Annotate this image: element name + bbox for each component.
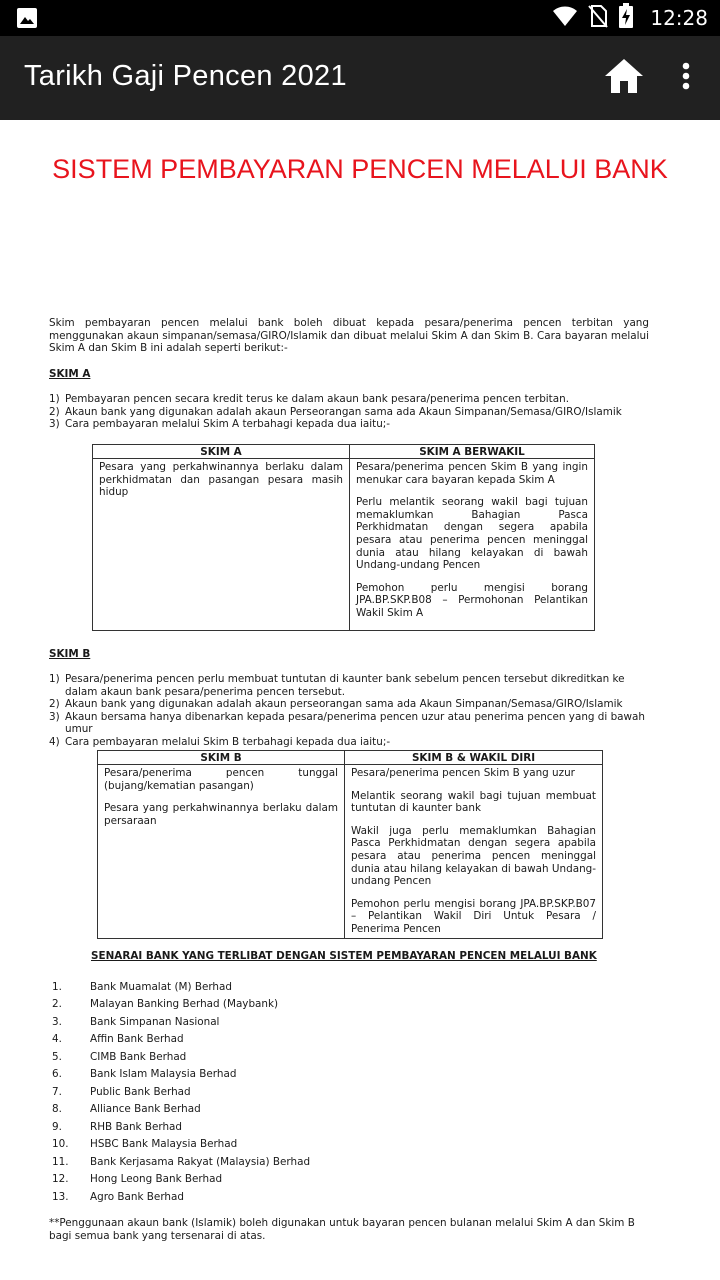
list-item: 7. Public Bank Berhad: [52, 1085, 191, 1098]
wifi-icon: [552, 5, 578, 31]
bank-list: [52, 978, 452, 1206]
list-item: 9. RHB Bank Berhad: [52, 1120, 183, 1133]
intro-paragraph: Skim pembayaran pencen melalui bank boleh dibuat kepada pesara/penerima pencen terbitan yang menggunakan akaun simpanan/semasa/GIRO/Islamik dan dibuat melalui Skim A dan Skim B. Cara bayaran melalui Skim A dan Skim B ini adalah seperti berikut:-: [49, 317, 649, 355]
list-item: 3. Bank Simpanan Nasional: [52, 1015, 220, 1028]
app-title: Tarikh Gaji Pencen 2021: [24, 60, 347, 92]
home-button[interactable]: [600, 54, 648, 102]
more-vert-icon: [682, 62, 690, 94]
table-cell: Pesara/penerima pencen tunggal (bujang/kematian pasangan) Pesara yang perkahwinannya berlaku dalam persaraan: [98, 765, 345, 939]
list-item: 10. HSBC Bank Malaysia Berhad: [52, 1138, 238, 1151]
list-item: 13. Agro Bank Berhad: [52, 1190, 184, 1203]
list-item: 6. Bank Islam Malaysia Berhad: [52, 1068, 237, 1081]
list-item: 3) Cara pembayaran melalui Skim A terbahagi kepada dua iaitu;-: [49, 418, 391, 431]
list-item: 4) Cara pembayaran melalui Skim B terbahagi kepada dua iaitu;-: [49, 735, 391, 748]
list-item: 12. Hong Leong Bank Berhad: [52, 1173, 223, 1186]
list-item: 1. Bank Muamalat (M) Berhad: [52, 980, 232, 993]
list-item: 3) Akaun bersama hanya dibenarkan kepada pesara/penerima pencen uzur atau penerima pencen yang di bawah umur: [49, 710, 646, 736]
skim-b-heading: SKIM B: [49, 648, 91, 660]
table-header: SKIM B: [98, 751, 345, 765]
skim-a-heading: SKIM A: [49, 368, 91, 380]
table-header: SKIM A: [93, 445, 350, 459]
app-bar: [0, 36, 720, 120]
skim-b-list: [49, 673, 659, 749]
list-item: 2) Akaun bank yang digunakan adalah akaun Perseorangan sama ada Akaun Simpanan/Semasa/GIRO/Islamik: [49, 405, 622, 418]
list-item: 2) Akaun bank yang digunakan adalah akaun perseorangan sama ada Akaun Simpanan/Semasa/GIRO/Islamik: [49, 698, 623, 711]
status-bar: [0, 0, 720, 36]
table-cell: Pesara/penerima pencen Skim B yang ingin menukar cara bayaran kepada Skim A Perlu melantik seorang wakil bagi tujuan memaklumkan Bahagian Pasca Perkhidmatan dengan segera apabila pesara atau penerima pencen meninggal dunia atau hilang kelayakan di bawah Undang-undang Pencen Pemohon perlu mengisi borang JPA.BP.SKP.B08 – Permohonan Pelantikan Wakil Skim A: [350, 459, 595, 631]
no-sim-icon: [588, 4, 608, 32]
list-item: 1) Pembayaran pencen secara kredit terus ke dalam akaun bank pesara/penerima pencen terbitan.: [49, 393, 570, 405]
list-item: 1) Pesara/penerima pencen perlu membuat tuntutan di kaunter bank sebelum pencen tersebut dikreditkan ke dalam akaun bank pesara/penerima pencen tersebut.: [49, 673, 625, 698]
overflow-menu-button[interactable]: [664, 54, 708, 102]
footnote: **Penggunaan akaun bank (Islamik) boleh digunakan untuk bayaran pencen bulanan melalui Skim A dan Skim B bagi semua bank yang tersenarai di atas.: [49, 1217, 635, 1242]
skim-a-list: [49, 393, 659, 431]
list-item: 8. Alliance Bank Berhad: [52, 1103, 201, 1116]
bank-list-title: SENARAI BANK YANG TERLIBAT DENGAN SISTEM PEMBAYARAN PENCEN MELALUI BANK: [91, 950, 597, 962]
table-header: SKIM A BERWAKIL: [350, 445, 595, 459]
skim-b-table: [97, 750, 603, 939]
document-title: SISTEM PEMBAYARAN PENCEN MELALUI BANK: [52, 154, 668, 184]
table-cell: Pesara yang perkahwinannya berlaku dalam perkhidmatan dan pasangan pesara masih hidup: [93, 459, 350, 631]
list-item: 2. Malayan Banking Berhad (Maybank): [52, 998, 279, 1011]
list-item: 4. Affin Bank Berhad: [52, 1033, 184, 1046]
table-cell: Pesara/penerima pencen Skim B yang uzur Melantik seorang wakil bagi tujuan membuat tuntutan di kaunter bank Wakil juga perlu memaklumkan Bahagian Pasca Perkhidmatan dengan segera apabila pesara atau penerima pencen meninggal dunia atau hilang kelayakan di bawah Undang-undang Pencen Pemohon perlu mengisi borang JPA.BP.SKP.B07 – Pelantikan Wakil Diri Untuk Pesara / Penerima Pencen: [345, 765, 603, 939]
list-item: 11. Bank Kerjasama Rakyat (Malaysia) Berhad: [52, 1155, 311, 1168]
list-item: 5. CIMB Bank Berhad: [52, 1050, 187, 1063]
table-header: SKIM B & WAKIL DIRI: [345, 751, 603, 765]
skim-a-table: [92, 444, 595, 631]
clock: 12:28: [650, 6, 708, 30]
document-view[interactable]: [0, 120, 720, 1280]
image-icon: [16, 7, 38, 29]
home-icon: [604, 58, 644, 98]
battery-charging-icon: [618, 3, 634, 33]
